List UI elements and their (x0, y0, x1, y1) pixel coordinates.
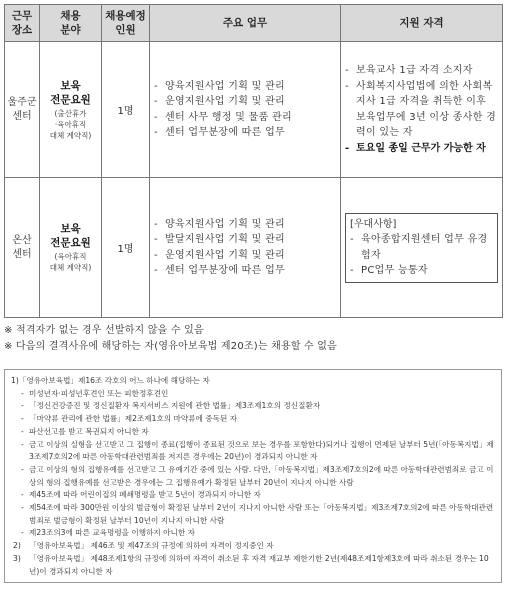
count-cell: 1명 (102, 42, 150, 178)
note: ※ 적격자가 없는 경우 선발하지 않을 수 있음 (4, 325, 204, 336)
law-item-2 (11, 540, 495, 553)
disqualification-box (4, 369, 502, 583)
location-cell: 온산 센터 (5, 178, 40, 318)
qualifications-cell (341, 178, 503, 318)
duties-list (154, 217, 336, 279)
header-count: 채용예정 인원 (102, 5, 150, 42)
item-number: 2) (13, 541, 21, 551)
item-number: 3) (13, 553, 21, 563)
list-item: - 양육지원사업 기획 및 관리 (154, 79, 336, 95)
field-cell (40, 42, 102, 178)
field-note: (출산휴가 ·육아휴직 대체 계약직) (49, 108, 92, 140)
qualifications-cell (341, 42, 503, 178)
note: ※ 다음의 결격사유에 해당하는 자(영유아보육법 제20조)는 채용할 수 없음 (4, 341, 338, 352)
list-item: - 센터 업무분장에 따른 업무 (154, 125, 336, 141)
law-sub-item: - 제23조의3에 따른 교육명령을 이행하지 아니한 자 (11, 527, 495, 540)
law-sub-item: - 제45조에 따라 어린이집의 폐쇄명령을 받고 5년이 경과되지 아니한 자 (11, 489, 495, 502)
law-sub-item: - 금고 이상의 실형을 선고받고 그 집행이 종료(집행이 종료된 것으로 보는 경우를 포함한다)되거나 집행이 면제된 날부터 5년(「아동복지법」제3조제7호의2에 따른 아동학대관련범죄를 저지른 경우에는 20년)이 경과되지 아니한 자 (11, 439, 495, 464)
list-item: - 보육교사 1급 자격 소지자 (345, 63, 498, 79)
duties-list (154, 79, 336, 141)
list-item: - 육아종합지원센터 업무 유경험자 (350, 232, 493, 263)
header-location: 근무 장소 (5, 5, 40, 42)
law-sub-item: - 파산선고를 받고 복권되지 아니한 자 (11, 426, 495, 439)
table-row (5, 42, 503, 178)
field-title: 보육 전문요원 (50, 223, 91, 249)
table-header-row (5, 5, 503, 42)
law-sub-item: - 제54조에 따라 300만원 이상의 벌금형이 확정된 날부터 2년이 지나지 아니한 사람 또는「아동복지법」제3조제7호의2에 따른 아동학대관련범죄로 벌금형이 확정된 날부터 10년이 지나지 아니한 사람 (11, 502, 495, 527)
list-item: - 사회복지사업법에 의한 사회복지사 1급 자격을 취득한 이후 보육업무에 3년 이상 종사한 경력이 있는 자 (345, 79, 498, 141)
preferences-heading: [우대사항] (350, 218, 397, 230)
qualifications-list (345, 63, 498, 156)
list-item: - 센터 업무분장에 따른 업무 (154, 263, 336, 279)
preferences-list (350, 232, 493, 279)
header-duties: 주요 업무 (150, 5, 341, 42)
law-sub-item: - 미성년자·피성년후견인 또는 피한정후견인 (11, 388, 495, 401)
law-item-3 (11, 553, 495, 578)
list-item: - 발달지원사업 기획 및 관리 (154, 232, 336, 248)
preferences-box (345, 213, 498, 283)
field-cell (40, 178, 102, 318)
item-text: 「영유아보육법」 제48조제1항의 규정에 의하여 자격이 취소된 후 자격 재교부 제한기한 2년(제48조제1항제3호에 따라 취소된 경우는 10년)이 경과되지 아니한 자 (29, 553, 489, 576)
duties-cell (150, 42, 341, 178)
duties-cell (150, 178, 341, 318)
header-qualifications: 지원 자격 (341, 5, 503, 42)
field-title: 보육 전문요원 (50, 79, 91, 106)
list-item: - 운영지원사업 기획 및 관리 (154, 94, 336, 110)
field-note: (육아휴직 대체 계약직) (49, 252, 92, 272)
list-item: - PC업무 능통자 (350, 263, 493, 279)
table-row (5, 178, 503, 318)
law-sub-item: - 「마약류 관리에 관한 법률」제2조제1호의 마약류에 중독된 자 (11, 413, 495, 426)
location-cell: 울주군 센터 (5, 42, 40, 178)
list-item: - 운영지원사업 기획 및 관리 (154, 248, 336, 264)
law-item-1: 1)「영유아보육법」제16조 각호의 어느 하나에 해당하는 자 (11, 376, 210, 385)
list-item: - 센터 사무 행정 및 물품 관리 (154, 110, 336, 126)
list-item: - 토요일 종일 근무가 가능한 자 (345, 141, 498, 157)
recruitment-document (4, 4, 502, 583)
item-text: 「영유아보육법」 제46조 및 제47조의 규정에 의하여 자격이 정지중인 자 (29, 541, 274, 551)
count-cell: 1명 (102, 178, 150, 318)
list-item: - 양육지원사업 기획 및 관리 (154, 217, 336, 233)
law-sub-item: - 금고 이상의 형의 집행유예를 선고받고 그 유예기간 중에 있는 사람. 다만,「아동복지법」제3조제7호의2에 따른 아동학대관련범죄로 금고 이상의 형의 집행유예를 선고받은 경우에는 그 집행유예가 확정된 날부터 20년이 지나지 아니한 사람 (11, 464, 495, 489)
notes (4, 323, 502, 355)
recruitment-table (4, 4, 503, 318)
law-sub-item: - 「정신건강증진 및 정신질환자 복지서비스 지원에 관한 법률」제3조제1호의 정신질환자 (11, 400, 495, 413)
header-field: 채용 분야 (40, 5, 102, 42)
